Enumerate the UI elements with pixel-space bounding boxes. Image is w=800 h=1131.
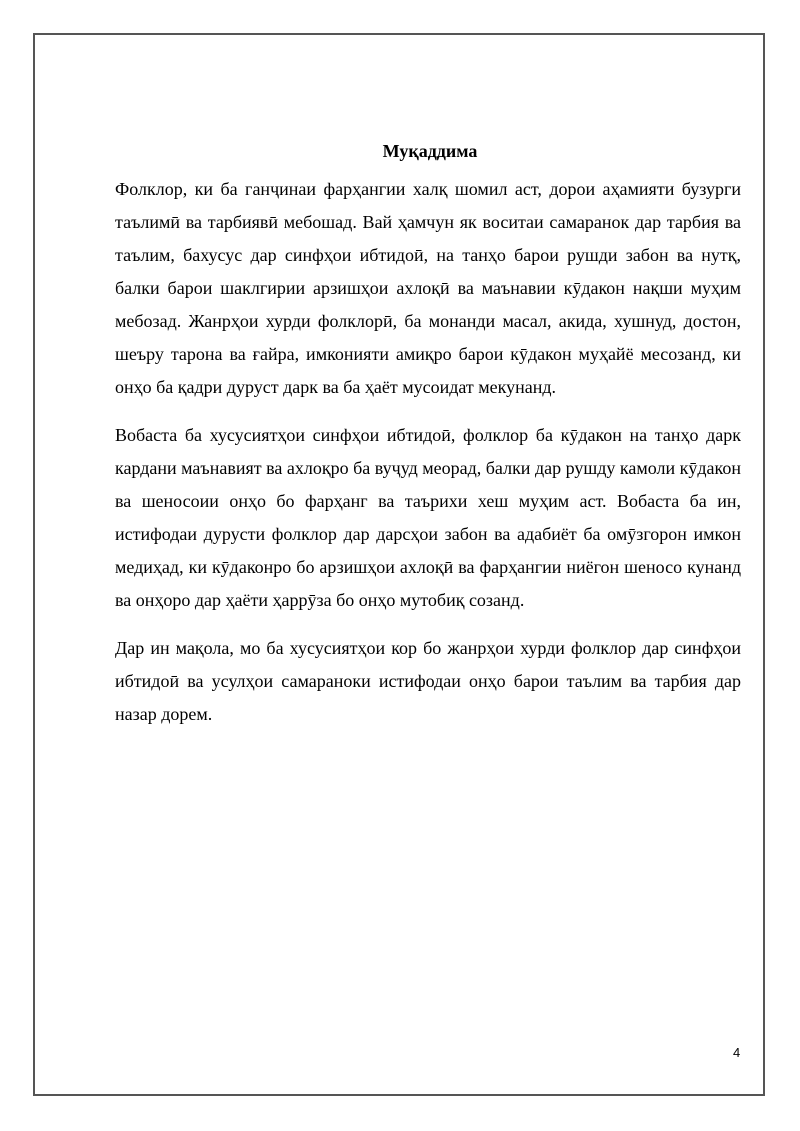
page-title: Муқаддима <box>382 141 478 162</box>
page-number: 4 <box>733 1045 741 1060</box>
paragraph-3: Дар ин мақола, мо ба хусусиятҳои кор бо жанрҳои хурди фолклор дар синфҳои ибтидоӣ ва усулҳои самараноки истифодаи онҳо барои таълим ва тарбия дар назар дорем. <box>115 638 741 724</box>
paragraph-2: Вобаста ба хусусиятҳои синфҳои ибтидоӣ, фолклор ба кӯдакон на танҳо дарк кардани маънавият ва ахлоқро ба вуҷуд меорад, балки дар рушду камоли кӯдакон ва шеносоии онҳо бо фарҳанг ва таърихи хеш муҳим аст. Вобаста ба ин, истифодаи дурусти фолклор дар дарсҳои забон ва адабиёт ба омӯзгорон имкон медиҳад, ки кӯдаконро бо арзишҳои ахлоқӣ ва фарҳангии ниёгон шеносо кунанд ва онҳоро дар ҳаёти ҳаррӯза бо онҳо мутобиқ созанд. <box>115 425 741 610</box>
document-body <box>115 173 741 746</box>
paragraph-1: Фолклор, ки ба ганҷинаи фарҳангии халқ шомил аст, дорои аҳамияти бузурги таълимӣ ва тарбиявӣ мебошад. Вай ҳамчун як воситаи самаранок дар тарбия ва таълим, бахусус дар синфҳои ибтидоӣ, на танҳо барои рушди забон ва нутқ, балки барои шаклгирии арзишҳои ахлоқӣ ва маънавии кӯдакон нақши муҳим мебозад. Жанрҳои хурди фолклорӣ, ба монанди масал, акида, хушнуд, достон, шеъру тарона ва ғайра, имконияти амиқро барои кӯдакон муҳайё месозанд, ки онҳо ба қадри дуруст дарк ва ба ҳаёт мусоидат мекунанд. <box>115 179 741 397</box>
